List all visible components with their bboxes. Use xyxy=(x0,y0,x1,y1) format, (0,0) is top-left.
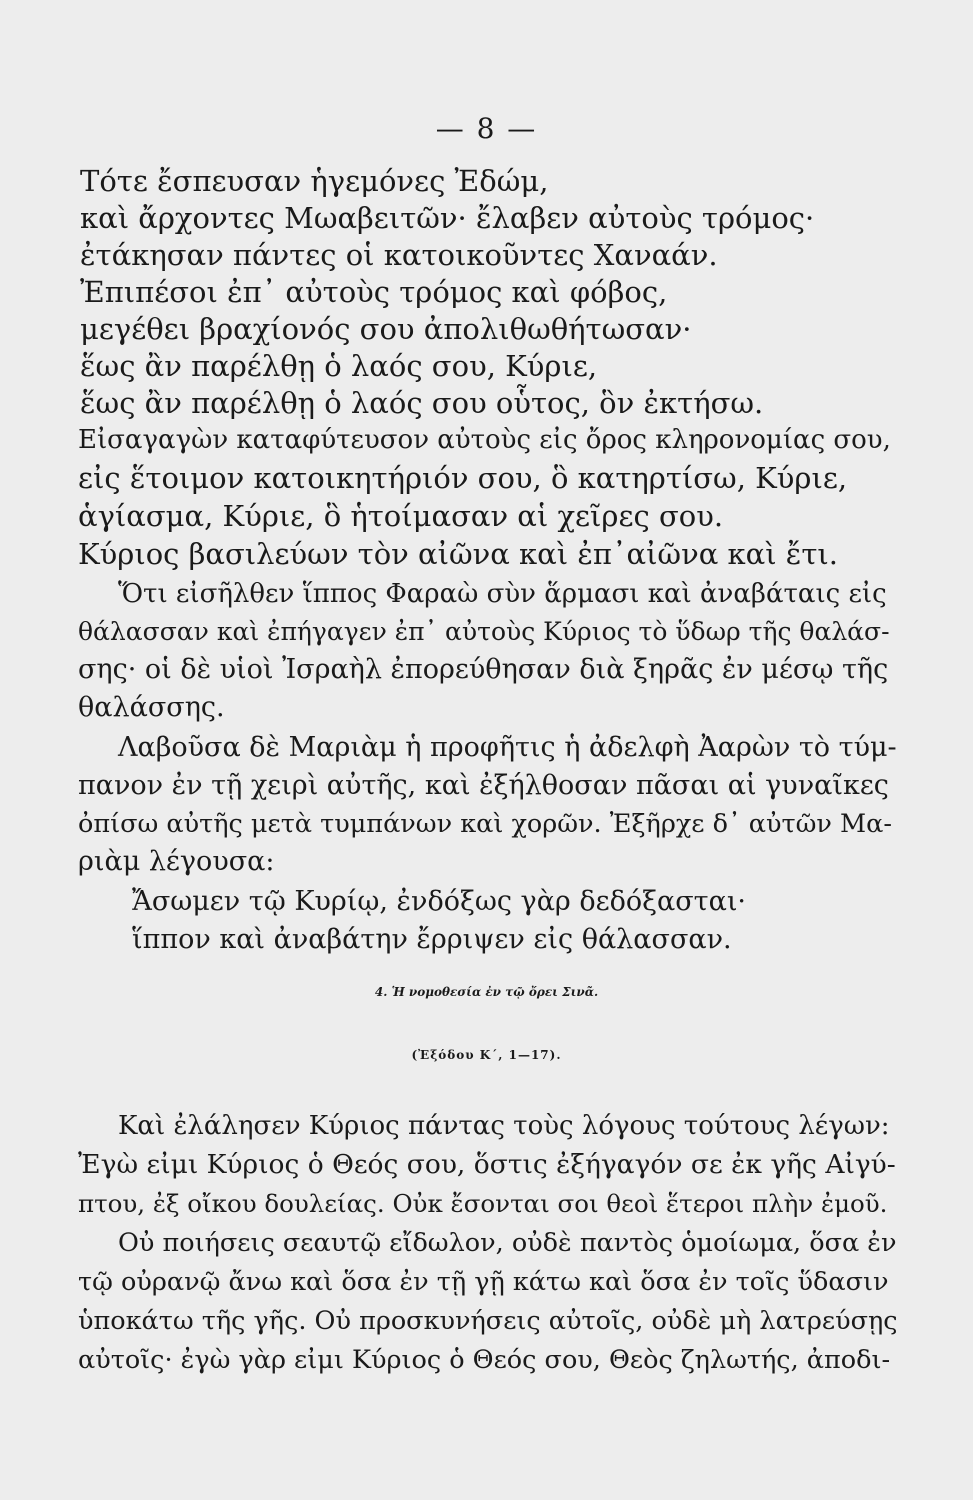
text-line: Οὐ ποιήσεις σεαυτῷ εἴδωλον, οὐδὲ παντὸς ὁμοίωμα, ὅσα ἐν xyxy=(118,1228,897,1258)
text-line: ριὰμ λέγουσα: xyxy=(78,846,275,877)
text-line: ἕως ἂν παρέλθῃ ὁ λαός σου, Κύριε, xyxy=(80,349,598,383)
text-line: Ἐπιπέσοι ἐπ᾽ αὐτοὺς τρόμος καὶ φόβος, xyxy=(80,275,668,309)
text-line: Κύριος βασιλεύων τὸν αἰῶνα καὶ ἐπ᾽αἰῶνα καὶ ἔτι. xyxy=(78,537,839,571)
section-reference: (Ἐξόδου Κ΄, 1—17). xyxy=(411,1048,562,1062)
section-title: 4. Ἡ νομοθεσία ἐν τῷ ὄρει Σινᾶ. xyxy=(374,985,599,999)
page-number: — 8 — xyxy=(435,112,538,145)
text-line: ὑποκάτω τῆς γῆς. Οὐ προσκυνήσεις αὐτοῖς, οὐδὲ μὴ λατρεύσῃς xyxy=(78,1306,898,1336)
text-line: θάλασσαν καὶ ἐπήγαγεν ἐπ᾽ αὐτοὺς Κύριος τὸ ὕδωρ τῆς θαλάσ- xyxy=(78,617,890,646)
text-line: Ἄσωμεν τῷ Κυρίῳ, ἐνδόξως γὰρ δεδόξασται· xyxy=(132,886,747,917)
text-line: θαλάσσης. xyxy=(78,692,225,723)
text-line: καὶ ἄρχοντες Μωαβειτῶν· ἔλαβεν αὐτοὺς τρόμος· xyxy=(80,201,815,235)
text-line: ἵππον καὶ ἀναβάτην ἔρριψεν εἰς θάλασσαν. xyxy=(132,924,732,955)
text-line: Εἰσαγαγὼν καταφύτευσον αὐτοὺς εἰς ὄρος κληρονομίας σου, xyxy=(78,425,891,455)
text-line: ὀπίσω αὐτῆς μετὰ τυμπάνων καὶ χορῶν. Ἐξῆρχε δ᾽ αὐτῶν Μα- xyxy=(78,809,892,839)
text-line: Ἐγὼ εἰμι Κύριος ὁ Θεός σου, ὅστις ἐξήγαγόν σε ἐκ γῆς Αἰγύ- xyxy=(78,1149,896,1180)
text-line: μεγέθει βραχίονός σου ἀπολιθωθήτωσαν· xyxy=(80,312,692,346)
text-line: ἐτάκησαν πάντες οἱ κατοικοῦντες Χαναάν. xyxy=(80,238,718,272)
text-line: αὐτοῖς· ἐγὼ γὰρ εἰμι Κύριος ὁ Θεός σου, Θεὸς ζηλωτής, ἀποδι- xyxy=(78,1345,891,1375)
text-line: εἰς ἕτοιμον κατοικητήριόν σου, ὃ κατηρτίσω, Κύριε, xyxy=(78,461,848,495)
text-line: πτου, ἐξ οἴκου δουλείας. Οὐκ ἔσονται σοι θεοὶ ἕτεροι πλὴν ἐμοῦ. xyxy=(78,1189,888,1218)
text-line: σης· οἱ δὲ υἱοὶ Ἰσραὴλ ἐπορεύθησαν διὰ ξηρᾶς ἐν μέσῳ τῆς xyxy=(78,654,889,685)
text-line: Ὅτι εἰσῆλθεν ἵππος Φαραὼ σὺν ἅρμασι καὶ ἀναβάταις εἰς xyxy=(118,579,887,609)
text-line: πανον ἐν τῇ χειρὶ αὐτῆς, καὶ ἐξήλθοσαν πᾶσαι αἱ γυναῖκες xyxy=(78,770,889,801)
text-line: ἕως ἂν παρέλθῃ ὁ λαός σου οὗτος, ὃν ἐκτήσω. xyxy=(80,386,764,420)
text-line: Τότε ἔσπευσαν ἡγεμόνες Ἐδώμ, xyxy=(80,164,549,198)
text-line: τῷ οὐρανῷ ἄνω καὶ ὅσα ἐν τῇ γῇ κάτω καὶ ὅσα ἐν τοῖς ὕδασιν xyxy=(78,1267,889,1297)
text-line: Καὶ ἐλάλησεν Κύριος πάντας τοὺς λόγους τούτους λέγων: xyxy=(118,1111,890,1141)
text-line: ἁγίασμα, Κύριε, ὃ ἡτοίμασαν αἱ χεῖρες σου. xyxy=(78,499,724,533)
text-line: Λαβοῦσα δὲ Μαριὰμ ἡ προφῆτις ἡ ἀδελφὴ Ἀαρὼν τὸ τύμ- xyxy=(118,732,897,763)
